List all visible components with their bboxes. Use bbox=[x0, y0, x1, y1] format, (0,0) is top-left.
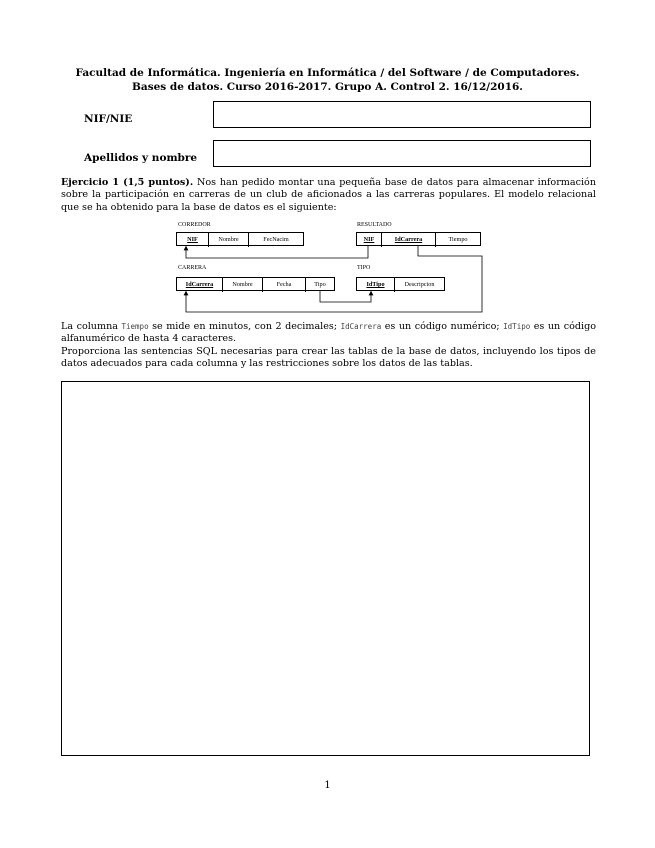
name-label: Apellidos y nombre bbox=[84, 152, 198, 164]
resultado-col-nif: NIF bbox=[357, 233, 382, 247]
carrera-col-nombre: Nombre bbox=[223, 278, 263, 292]
corredor-col-fecnacim: FecNacim bbox=[263, 236, 289, 243]
table-carrera-label: CARRERA bbox=[178, 265, 207, 271]
answer-box[interactable] bbox=[61, 381, 590, 756]
note-text-b: se mide en minutos, con 2 decimales; bbox=[148, 321, 341, 332]
relational-diagram bbox=[0, 0, 655, 320]
foreign-key-arrows bbox=[0, 0, 655, 320]
nif-label: NIF/NIE bbox=[84, 113, 133, 125]
fk-carrera-tipo-arrow bbox=[320, 291, 371, 302]
note-code-idcarrera: IdCarrera bbox=[340, 322, 382, 331]
resultado-col-tiempo: Tiempo bbox=[448, 236, 468, 243]
note-text-a: La columna bbox=[61, 321, 122, 332]
carrera-col-tipo: Tipo bbox=[314, 281, 326, 288]
carrera-col-idcarrera: IdCarrera bbox=[177, 278, 223, 292]
note-text-d: es un código alfanumérico de hasta 4 caracteres. bbox=[61, 321, 596, 345]
table-corredor-label: CORREDOR bbox=[178, 222, 211, 228]
corredor-col-nombre: Nombre bbox=[209, 233, 249, 247]
table-tipo-label: TIPO bbox=[357, 265, 371, 271]
table-resultado-label: RESULTADO bbox=[357, 222, 392, 228]
corredor-col-nif: NIF bbox=[177, 233, 209, 247]
page-number: 1 bbox=[324, 780, 331, 791]
exercise-title: Ejercicio 1 (1,5 puntos). bbox=[61, 177, 194, 188]
note-code-idtipo: IdTipo bbox=[503, 322, 531, 331]
resultado-col-idcarrera: IdCarrera bbox=[382, 233, 436, 247]
note-text-c: es un código numérico; bbox=[381, 321, 504, 332]
column-note bbox=[61, 321, 596, 346]
carrera-col-fecha: Fecha bbox=[263, 278, 306, 292]
exercise-intro-text: Nos han pedido montar una pequeña base de datos para almacenar información sobre la participación en carreras de un club de aficionados a las carreras populares. El modelo relacional que se ha obtenido para la base de datos es el siguiente: bbox=[61, 177, 596, 213]
tipo-col-idtipo: IdTipo bbox=[357, 278, 395, 292]
tipo-col-descripcion: Descripcion bbox=[404, 281, 435, 288]
task-statement: Proporciona las sentencias SQL necesarias para crear las tablas de la base de datos, incluyendo los tipos de datos adecuados para cada columna y las restricciones sobre los datos de las tablas. bbox=[61, 346, 596, 370]
fk-resultado-nif-arrow bbox=[186, 246, 368, 258]
header-line-2: Bases de datos. Curso 2016-2017. Grupo A. Control 2. 16/12/2016. bbox=[132, 81, 523, 93]
header-line-1: Facultad de Informática. Ingeniería en Informática / del Software / de Computadores. bbox=[75, 67, 580, 79]
note-code-tiempo: Tiempo bbox=[121, 322, 149, 331]
